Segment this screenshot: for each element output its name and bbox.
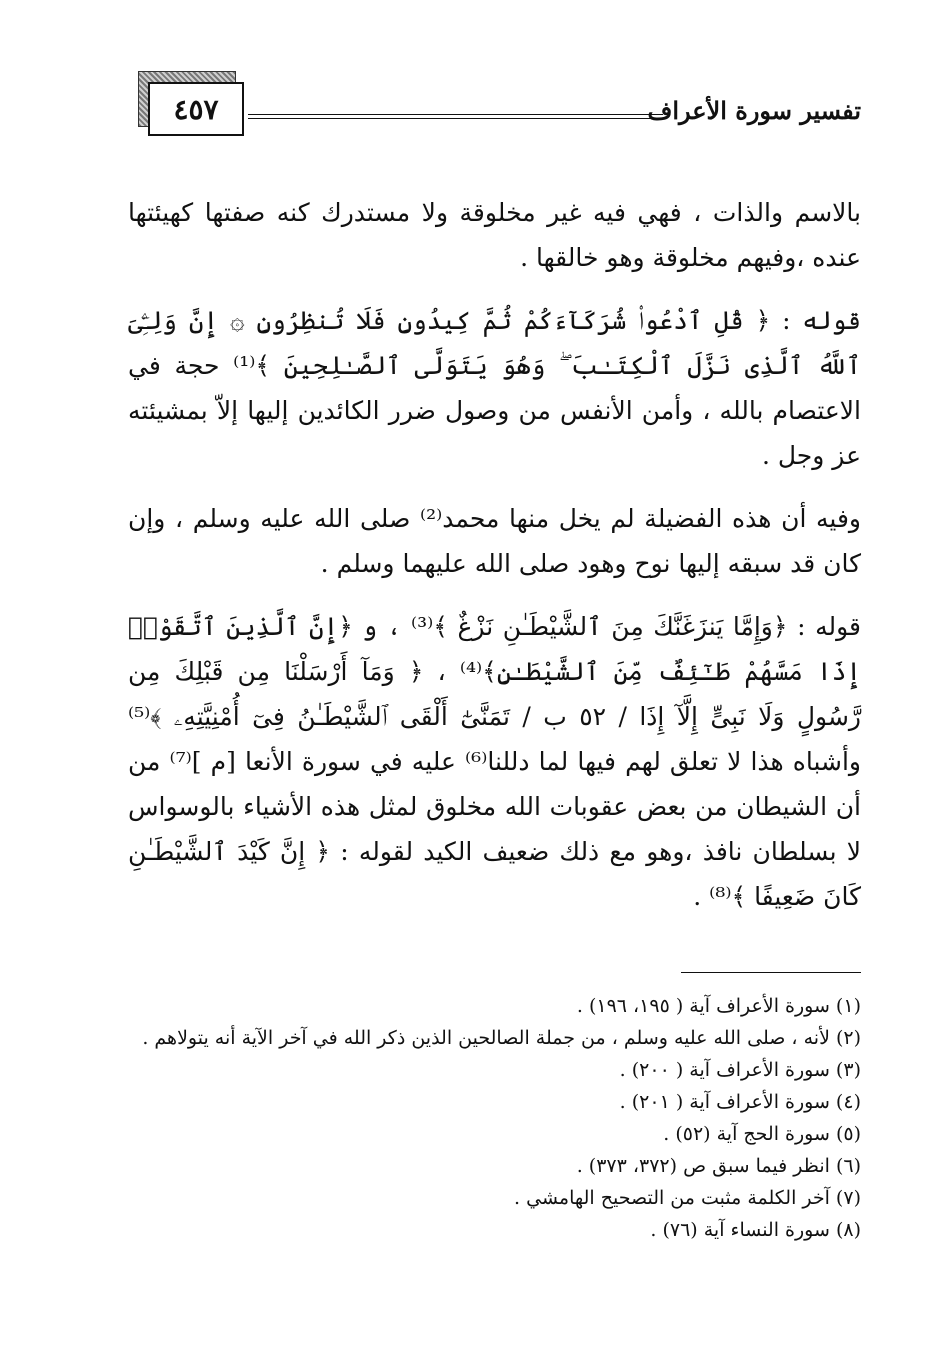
footnote-separator: [681, 972, 861, 973]
footnote-7: (٧) آخر الكلمة مثبت من التصحيح الهامشي .: [514, 1187, 861, 1209]
footnote-8: (٨) سورة النساء آية (٧٦) .: [650, 1219, 861, 1241]
running-header-title: تفسير سورة الأعراف: [647, 96, 861, 125]
page-number-box: [148, 82, 244, 136]
paragraph-3: وفيه أن هذه الفضيلة لم يخل منها محمد⁽²⁾ صلى الله عليه وسلم ، وإن كان قد سبقه إليها نوح وهود صلى الله عليهما وسلم .: [128, 504, 861, 578]
footnotes: [128, 990, 861, 1246]
footnote-3: (٣) سورة الأعراف آية ( ٢٠٠) .: [619, 1059, 861, 1081]
paragraph-1: بالاسم والذات ، فهي فيه غير مخلوقة ولا مستدرك كنه صفتها كهيئتها عنده ،وفيهم مخلوقة وهو خالقها .: [128, 198, 861, 272]
body-text: [128, 190, 861, 937]
footnote-4: (٤) سورة الأعراف آية ( ٢٠١) .: [619, 1091, 861, 1113]
header-rule: [248, 114, 663, 119]
paragraph-2: قوله : ﴿ قُلِ ٱدْعُوا۟ شُرَكَآءَكُمْ ثُمَّ كِيدُونِ فَلَا تُنظِرُونِ ۞ إِنَّ وَلِـِّۧىَ ٱللَّهُ ٱلَّذِى نَزَّلَ ٱلْكِتَـٰبَ ۖ وَهُوَ يَتَوَلَّى ٱلصَّـٰلِحِينَ ﴾⁽¹⁾ حجة في الاعتصام بالله ، وأمن الأنفس من وصول ضرر الكائدين إليها إلاّ بمشيئته عز وجل .: [128, 306, 861, 470]
footnote-2: (٢) لأنه ، صلى الله عليه وسلم ، من جملة الصالحين الذين ذكر الله في آخر الآية أنه يتولاهم .: [142, 1027, 861, 1049]
footnote-6: (٦) انظر فيما سبق ص (٣٧٢، ٣٧٣) .: [576, 1155, 861, 1177]
paragraph-4: قوله : ﴿وَإِمَّا يَنزَغَنَّكَ مِنَ ٱلشَّيْطَـٰنِ نَزْغٌ ﴾⁽³⁾ ، و ﴿إِنَّ ٱلَّذِينَ ٱتَّقَوْا۟ إِذَا مَسَّهُمْ طَـٰٓئِفٌ مِّنَ ٱلشَّيْطَـٰنِ﴾⁽⁴⁾ ، ﴿ وَمَآ أَرْسَلْنَا مِن قَبْلِكَ مِن رَّسُولٍ وَلَا نَبِىٍّ إِلَّآ إِذَا / ٥٢ ب / تَمَنَّىٰٓ أَلْقَى ٱلشَّيْطَـٰنُ فِىٓ أُمْنِيَّتِهِۦ ﴾⁽⁵⁾ وأشباه هذا لا تعلق لهم فيها لما دللنا⁽⁶⁾ عليه في سورة الأنعا [م ]⁽⁷⁾ من أن الشيطان من بعض عقوبات الله مخلوق لمثل هذه الأشياء بالوسواس لا بسلطان نافذ ،وهو مع ذلك ضعيف الكيد لقوله : ﴿ إِنَّ كَيْدَ ٱلشَّيْطَـٰنِ كَانَ ضَعِيفًا ﴾⁽⁸⁾ .: [128, 612, 862, 911]
footnote-5: (٥) سورة الحج آية (٥٢) .: [663, 1123, 861, 1145]
footnote-1: (١) سورة الأعراف آية ( ١٩٥، ١٩٦) .: [576, 995, 861, 1017]
page-number: ٤٥٧: [173, 92, 219, 126]
